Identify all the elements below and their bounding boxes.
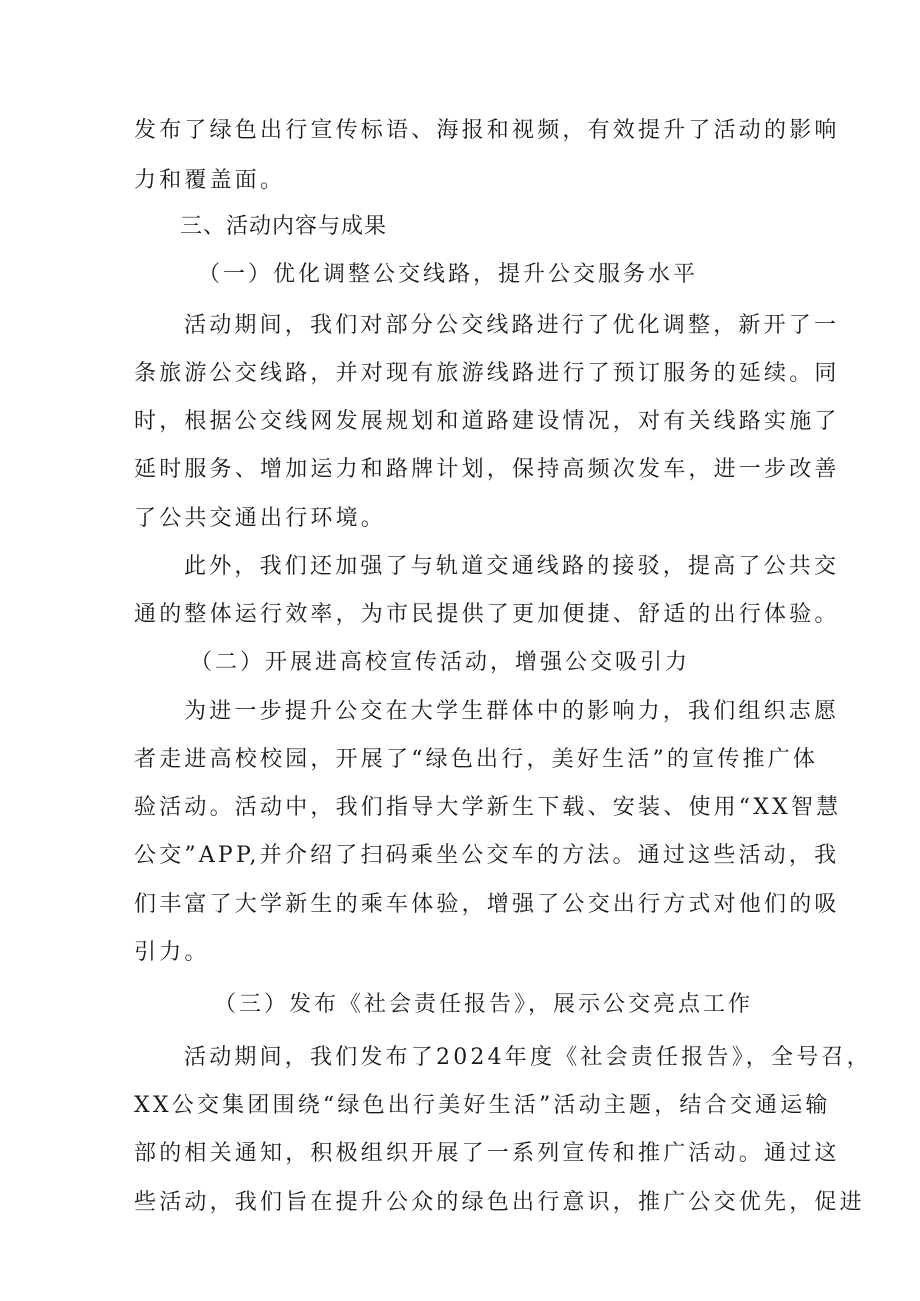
paragraph-line: 发布了绿色出行宣传标语、海报和视频，有效提升了活动的影响 xyxy=(134,118,840,143)
paragraph-line: 公交”APP,并介绍了扫码乘坐公交车的方法。通过这些活动，我 xyxy=(134,843,840,868)
paragraph-line: 条旅游公交线路，并对现有旅游线路进行了预订服务的延续。同 xyxy=(134,361,840,386)
subsection-title-1: （一）优化调整公交线路，提升公交服务水平 xyxy=(198,262,699,287)
paragraph-line: 活动期间，我们发布了2024年度《社会责任报告》，全号召， xyxy=(184,1045,872,1070)
paragraph-line: 些活动，我们旨在提升公众的绿色出行意识，推广公交优先，促进 xyxy=(134,1190,865,1215)
paragraph-line: 引力。 xyxy=(134,940,210,965)
paragraph-line: XX公交集团围绕“绿色出行美好生活”活动主题，结合交通运输 xyxy=(134,1093,831,1118)
paragraph-line: 力和覆盖面。 xyxy=(134,168,286,193)
subsection-title-2: （二）开展进高校宣传活动，增强公交吸引力 xyxy=(190,650,691,675)
paragraph-line: 时，根据公交线网发展规划和道路建设情况，对有关线路实施了 xyxy=(134,409,840,434)
paragraph-line: 部的相关通知，积极组织开展了一系列宣传和推广活动。通过这 xyxy=(134,1141,840,1166)
paragraph-line: 活动期间，我们对部分公交线路进行了优化调整，新开了一 xyxy=(184,313,840,338)
subsection-title-3: （三）发布《社会责任报告》，展示公交亮点工作 xyxy=(214,992,754,1017)
paragraph-line: 为进一步提升公交在大学生群体中的影响力，我们组织志愿 xyxy=(184,699,840,724)
paragraph-line: 此外，我们还加强了与轨道交通线路的接驳，提高了公共交 xyxy=(184,554,840,579)
paragraph-line: 通的整体运行效率，为市民提供了更加便捷、舒适的出行体验。 xyxy=(134,602,840,627)
paragraph-line: 们丰富了大学新生的乘车体验，增强了公交出行方式对他们的吸 xyxy=(134,892,840,917)
paragraph-line: 验活动。活动中，我们指导大学新生下载、安装、使用“XX智慧 xyxy=(134,795,842,820)
paragraph-line: 者走进高校校园，开展了“绿色出行，美好生活”的宣传推广体 xyxy=(134,747,819,772)
section-title: 三、活动内容与成果 xyxy=(180,214,388,239)
paragraph-line: 延时服务、增加运力和路牌计划，保持高频次发车，进一步改善 xyxy=(134,457,840,482)
paragraph-line: 了公共交通出行环境。 xyxy=(134,506,387,531)
